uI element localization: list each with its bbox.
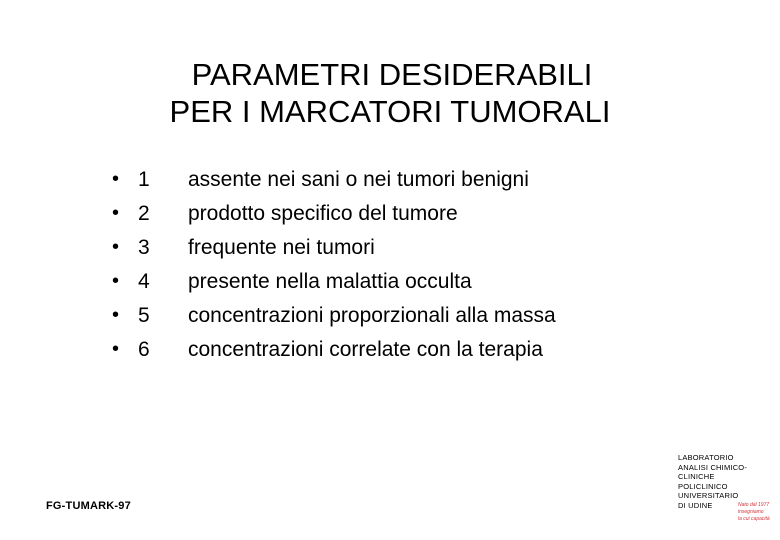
lab-name-line: ANALISI CHIMICO- <box>678 462 748 472</box>
item-number: 2 <box>138 202 150 225</box>
logo-line: la cui capacità <box>738 516 770 522</box>
list-item <box>112 268 712 302</box>
bullet-icon: • <box>112 338 120 360</box>
lab-logo <box>738 502 776 528</box>
title-line-2: PER I MARCATORI TUMORALI <box>169 94 611 129</box>
item-number: 4 <box>138 270 150 293</box>
lab-name-line: LABORATORIO <box>678 453 734 462</box>
logo-line: Nato dal 1977 <box>738 502 770 508</box>
slide-title <box>0 56 780 130</box>
title-line-1: PARAMETRI DESIDERABILI <box>191 57 593 92</box>
item-number: 5 <box>138 304 150 327</box>
document-code: FG-TUMARK-97 <box>46 500 131 512</box>
item-text: concentrazioni correlate con la terapia <box>188 338 543 361</box>
list-item <box>112 302 712 336</box>
lab-name-line: UNIVERSITARIO <box>678 491 739 500</box>
item-number: 3 <box>138 236 150 259</box>
bullet-icon: • <box>112 304 120 326</box>
item-text: frequente nei tumori <box>188 236 375 259</box>
item-text: prodotto specifico del tumore <box>188 202 458 225</box>
item-number: 6 <box>138 338 150 361</box>
logo-line: insegniamo <box>738 509 764 515</box>
list-item <box>112 234 712 268</box>
item-text: assente nei sani o nei tumori benigni <box>188 168 529 191</box>
list-item <box>112 166 712 200</box>
bullet-icon: • <box>112 270 120 292</box>
bullet-icon: • <box>112 168 120 190</box>
list-item <box>112 200 712 234</box>
item-text: presente nella malattia occulta <box>188 270 472 293</box>
item-number: 1 <box>138 168 150 191</box>
list-item <box>112 336 712 370</box>
item-text: concentrazioni proporzionali alla massa <box>188 304 556 327</box>
parameter-list <box>112 166 712 370</box>
bullet-icon: • <box>112 202 120 224</box>
lab-name-line: CLINICHE <box>678 472 715 481</box>
lab-name-line: POLICLINICO <box>678 481 728 491</box>
bullet-icon: • <box>112 236 120 258</box>
lab-name-line: DI UDINE <box>678 500 713 510</box>
